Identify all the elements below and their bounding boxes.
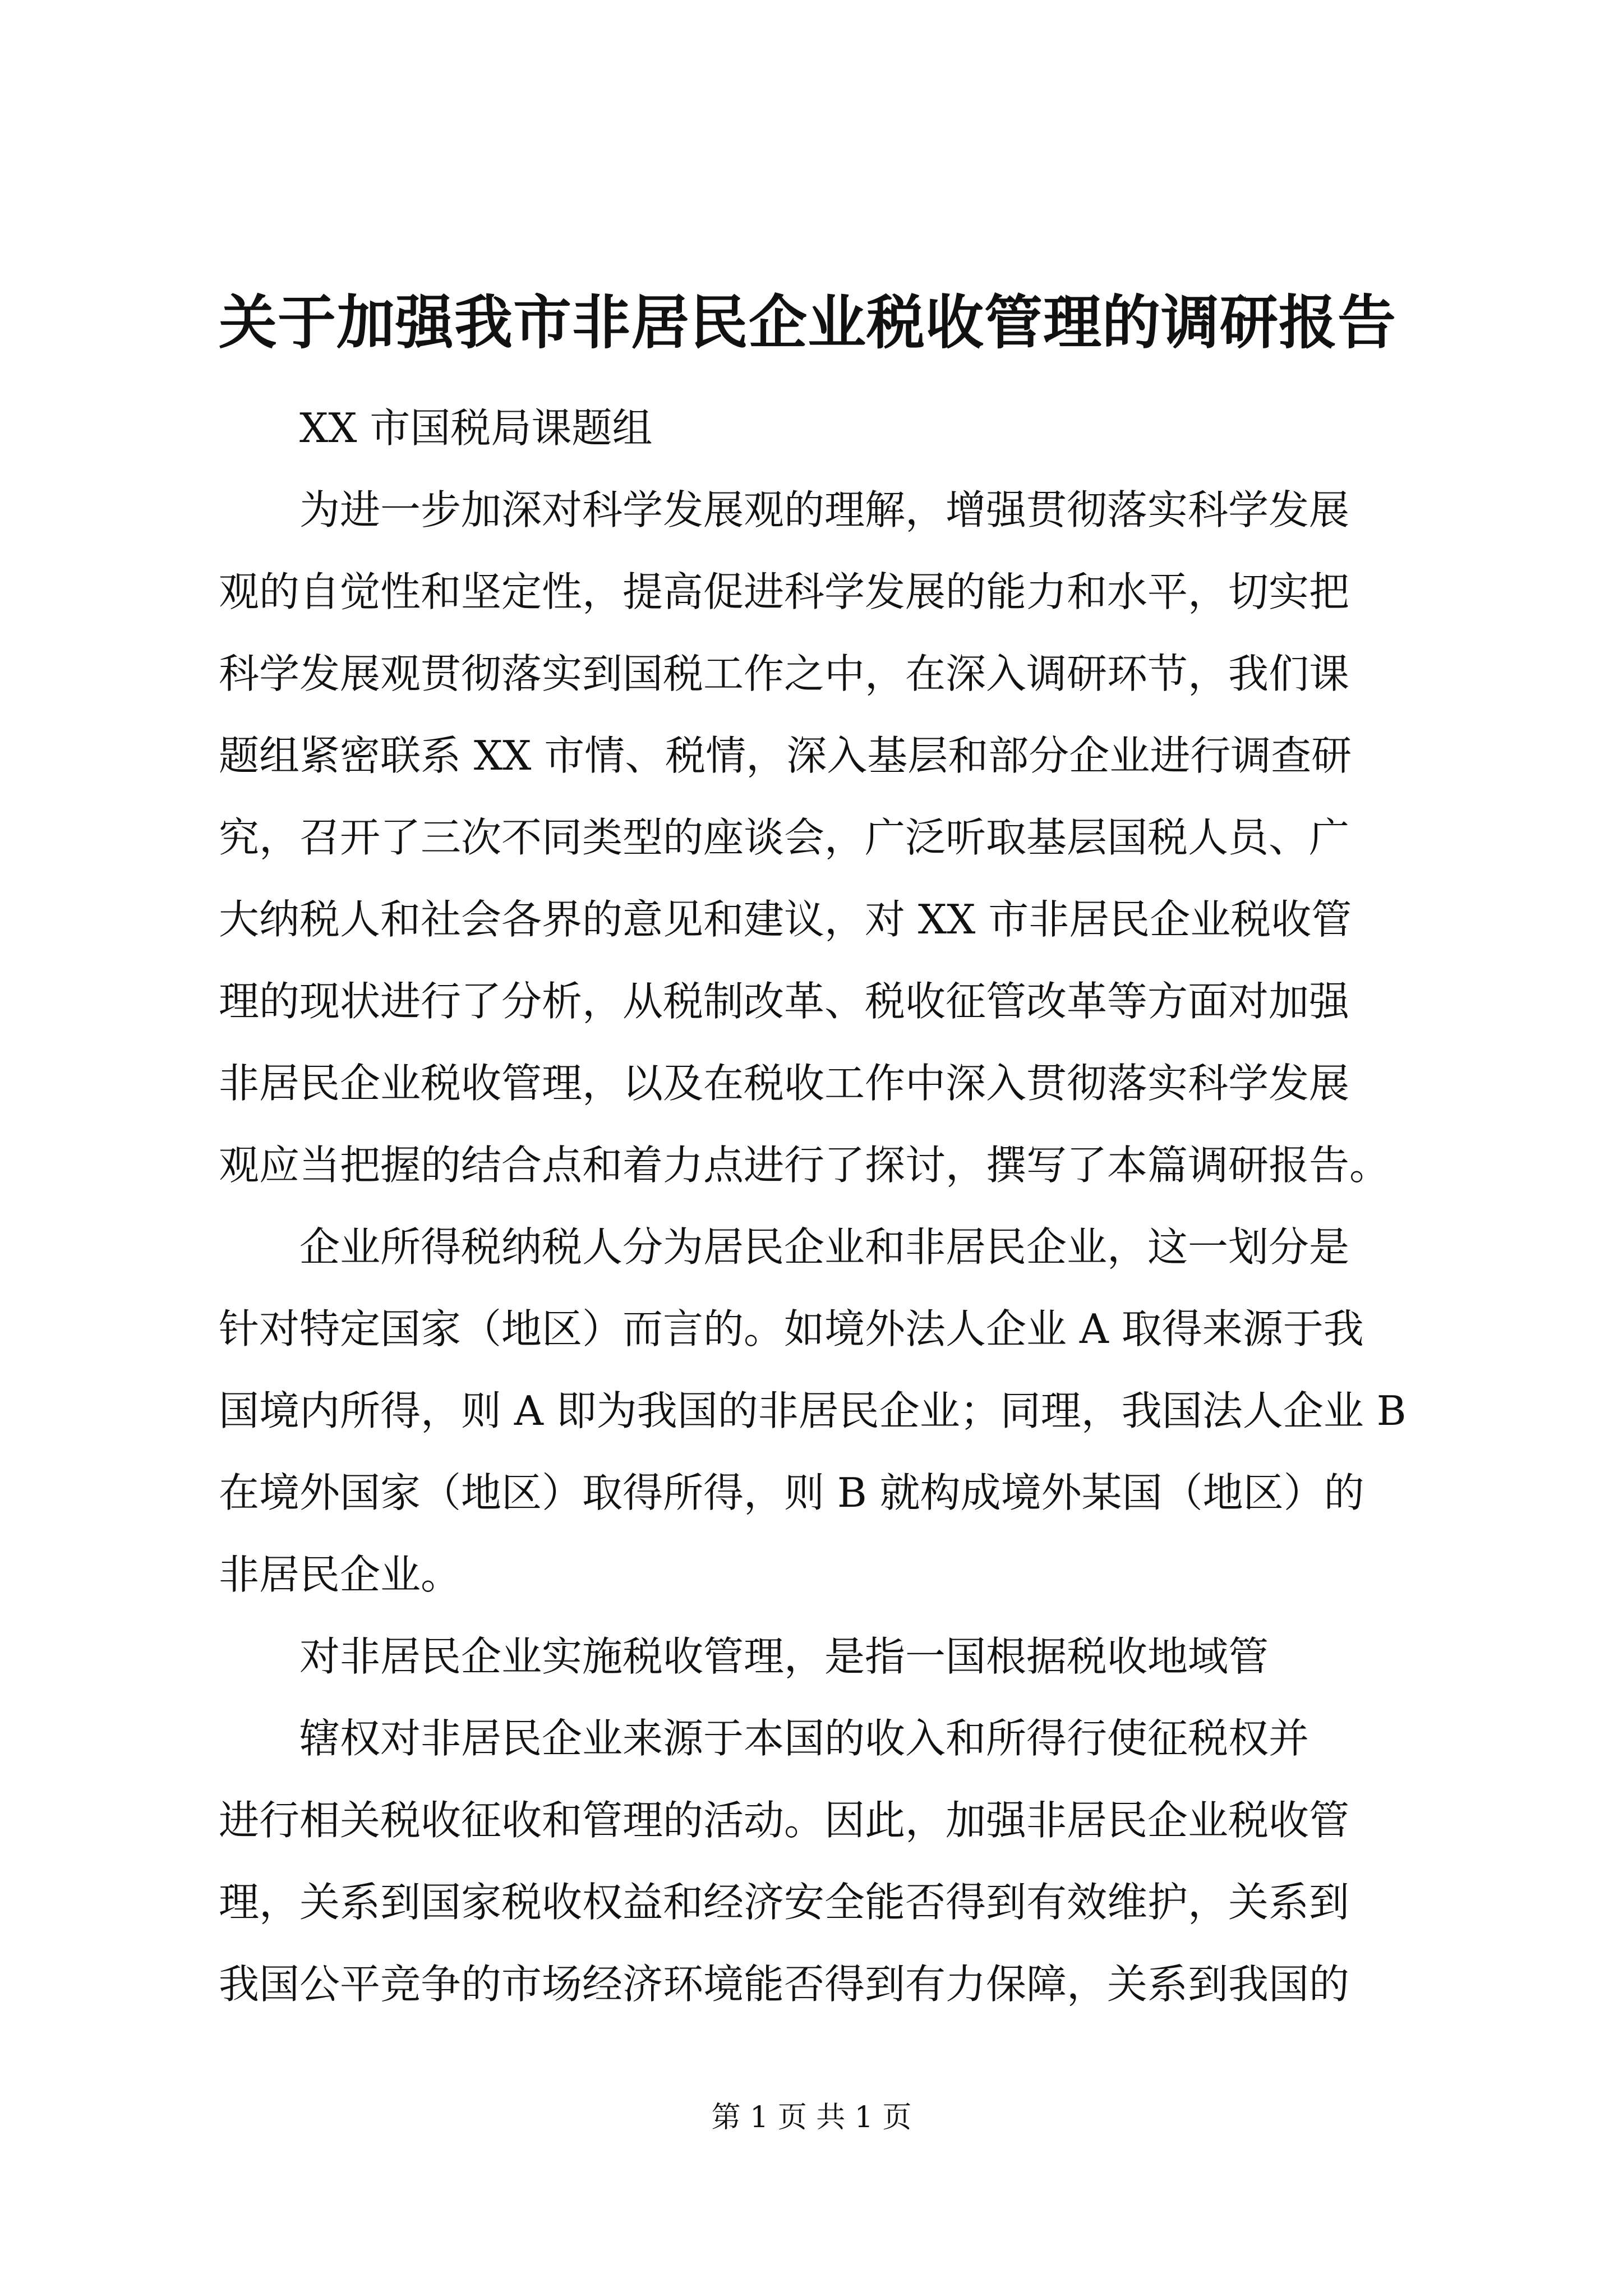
paragraph-2 [219,1206,1419,1616]
paragraph-line: 非居民企业。 [219,1551,462,1598]
page-number-footer: 第 1 页 共 1 页 [711,2101,912,2134]
paragraph-line: 大纳税人和社会各界的意见和建议，对 XX 市非居民企业税收管 [219,896,1352,943]
paragraph-line: 针对特定国家（地区）而言的。如境外法人企业 A 取得来源于我 [219,1305,1364,1352]
paragraph-line: 非居民企业税收管理，以及在税收工作中深入贯彻落实科学发展 [219,1060,1350,1107]
paragraph-line: 究，召开了三次不同类型的座谈会，广泛听取基层国税人员、广 [219,814,1350,861]
paragraph-line: 理的现状进行了分析，从税制改革、税收征管改革等方面对加强 [219,978,1350,1025]
author-line [219,387,1419,469]
paragraph-line: 科学发展观贯彻落实到国税工作之中，在深入调研环节，我们课 [219,650,1350,697]
paragraph-1 [219,469,1419,1206]
document-title: 关于加强我市非居民企业税收管理的调研报告 [219,288,1397,357]
paragraph-line: 企业所得税纳税人分为居民企业和非居民企业，这一划分是 [299,1223,1350,1271]
author-text: XX 市国税局课题组 [299,404,653,452]
paragraph-line: 题组紧密联系 XX 市情、税情，深入基层和部分企业进行调查研 [219,732,1352,779]
paragraph-3 [219,1616,1419,1697]
paragraph-line: 我国公平竞争的市场经济环境能否得到有力保障，关系到我国的 [219,1961,1350,2008]
document-body [219,387,1419,2025]
paragraph-line: 进行相关税收征收和管理的活动。因此，加强非居民企业税收管 [219,1797,1350,1844]
paragraph-line: 辖权对非居民企业来源于本国的收入和所得行使征税权并 [299,1715,1310,1762]
paragraph-line: 理，关系到国家税收权益和经济安全能否得到有效维护，关系到 [219,1879,1350,1926]
paragraph-line: 国境内所得，则 A 即为我国的非居民企业；同理，我国法人企业 B [219,1387,1407,1434]
paragraph-line: 对非居民企业实施税收管理，是指一国根据税收地域管 [299,1633,1269,1680]
paragraph-line: 观应当把握的结合点和着力点进行了探讨，撰写了本篇调研报告。 [219,1142,1390,1189]
paragraph-line: 观的自觉性和坚定性，提高促进科学发展的能力和水平，切实把 [219,568,1350,615]
paragraph-line: 在境外国家（地区）取得所得，则 B 就构成境外某国（地区）的 [219,1469,1364,1516]
paragraph-line: 为进一步加深对科学发展观的理解，增强贯彻落实科学发展 [299,486,1350,533]
paragraph-4 [219,1697,1419,2025]
